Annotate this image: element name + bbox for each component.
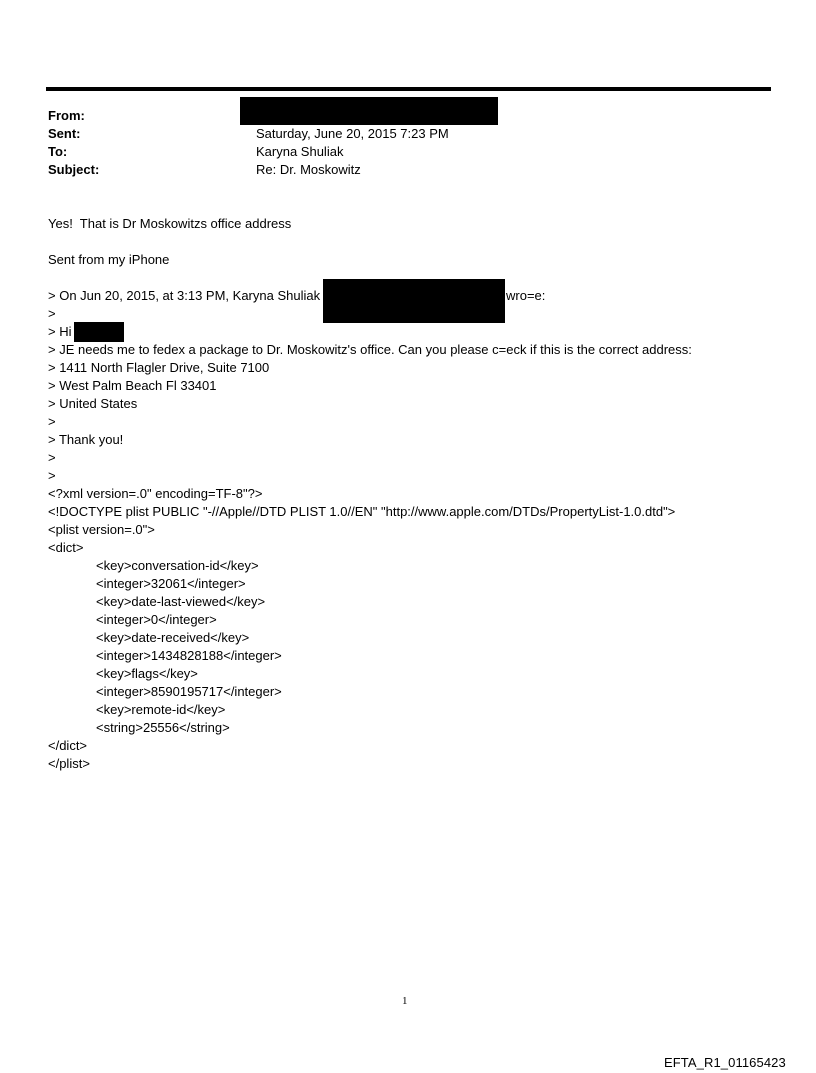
plist-close-tag: </plist> xyxy=(48,756,90,771)
quoted-line: > 1411 North Flagler Drive, Suite 7100 xyxy=(48,360,270,375)
document-id: EFTA_R1_01165423 xyxy=(664,1055,786,1070)
plist-entry: <integer>32061</integer> xyxy=(96,576,246,591)
header-rule xyxy=(46,87,771,91)
reply-text: Yes! That is Dr Moskowitzs office address xyxy=(48,216,292,231)
to-value: Karyna Shuliak xyxy=(256,144,344,159)
to-label: To: xyxy=(48,144,68,159)
quoted-line: > West Palm Beach Fl 33401 xyxy=(48,378,217,393)
quoted-line: > JE needs me to fedex a package to Dr. Moskowitz's office. Can you please c=eck if this is the correct address: xyxy=(48,342,692,357)
quoted-line: > United States xyxy=(48,396,138,411)
redaction-from xyxy=(240,97,498,125)
dict-close-tag: </dict> xyxy=(48,738,88,753)
quoted-greeting: > Hi xyxy=(48,324,72,339)
quoted-blank-line: > xyxy=(48,414,56,429)
redaction-sender-email xyxy=(323,279,505,323)
dict-open-tag: <dict> xyxy=(48,540,84,555)
quoted-blank-line: > xyxy=(48,450,56,465)
subject-label: Subject: xyxy=(48,162,100,177)
quoted-on-line-suffix: wro=e: xyxy=(506,288,546,303)
plist-entry: <key>conversation-id</key> xyxy=(96,558,259,573)
plist-entry: <integer>1434828188</integer> xyxy=(96,648,282,663)
plist-entry: <key>remote-id</key> xyxy=(96,702,226,717)
subject-value: Re: Dr. Moskowitz xyxy=(256,162,361,177)
page-number: 1 xyxy=(402,995,408,1007)
sent-label: Sent: xyxy=(48,126,81,141)
plist-xml-declaration: <?xml version=.0" encoding=TF-8"?> xyxy=(48,486,263,501)
plist-entry: <string>25556</string> xyxy=(96,720,230,735)
plist-entry: <integer>0</integer> xyxy=(96,612,217,627)
quoted-thanks: > Thank you! xyxy=(48,432,124,447)
plist-entry: <key>date-received</key> xyxy=(96,630,250,645)
plist-open-tag: <plist version=.0"> xyxy=(48,522,155,537)
plist-doctype: <!DOCTYPE plist PUBLIC "-//Apple//DTD PLIST 1.0//EN" "http://www.apple.com/DTDs/PropertyList-1.0.dtd"> xyxy=(48,504,676,519)
plist-entry: <key>date-last-viewed</key> xyxy=(96,594,266,609)
quoted-blank-line: > xyxy=(48,306,56,321)
plist-entry: <key>flags</key> xyxy=(96,666,198,681)
sent-value: Saturday, June 20, 2015 7:23 PM xyxy=(256,126,449,141)
redaction-recipient-name xyxy=(74,322,124,342)
quoted-on-line: > On Jun 20, 2015, at 3:13 PM, Karyna Shuliak xyxy=(48,288,321,303)
signature-text: Sent from my iPhone xyxy=(48,252,170,267)
quoted-blank-line: > xyxy=(48,468,56,483)
from-label: From: xyxy=(48,108,85,123)
plist-entry: <integer>8590195717</integer> xyxy=(96,684,282,699)
